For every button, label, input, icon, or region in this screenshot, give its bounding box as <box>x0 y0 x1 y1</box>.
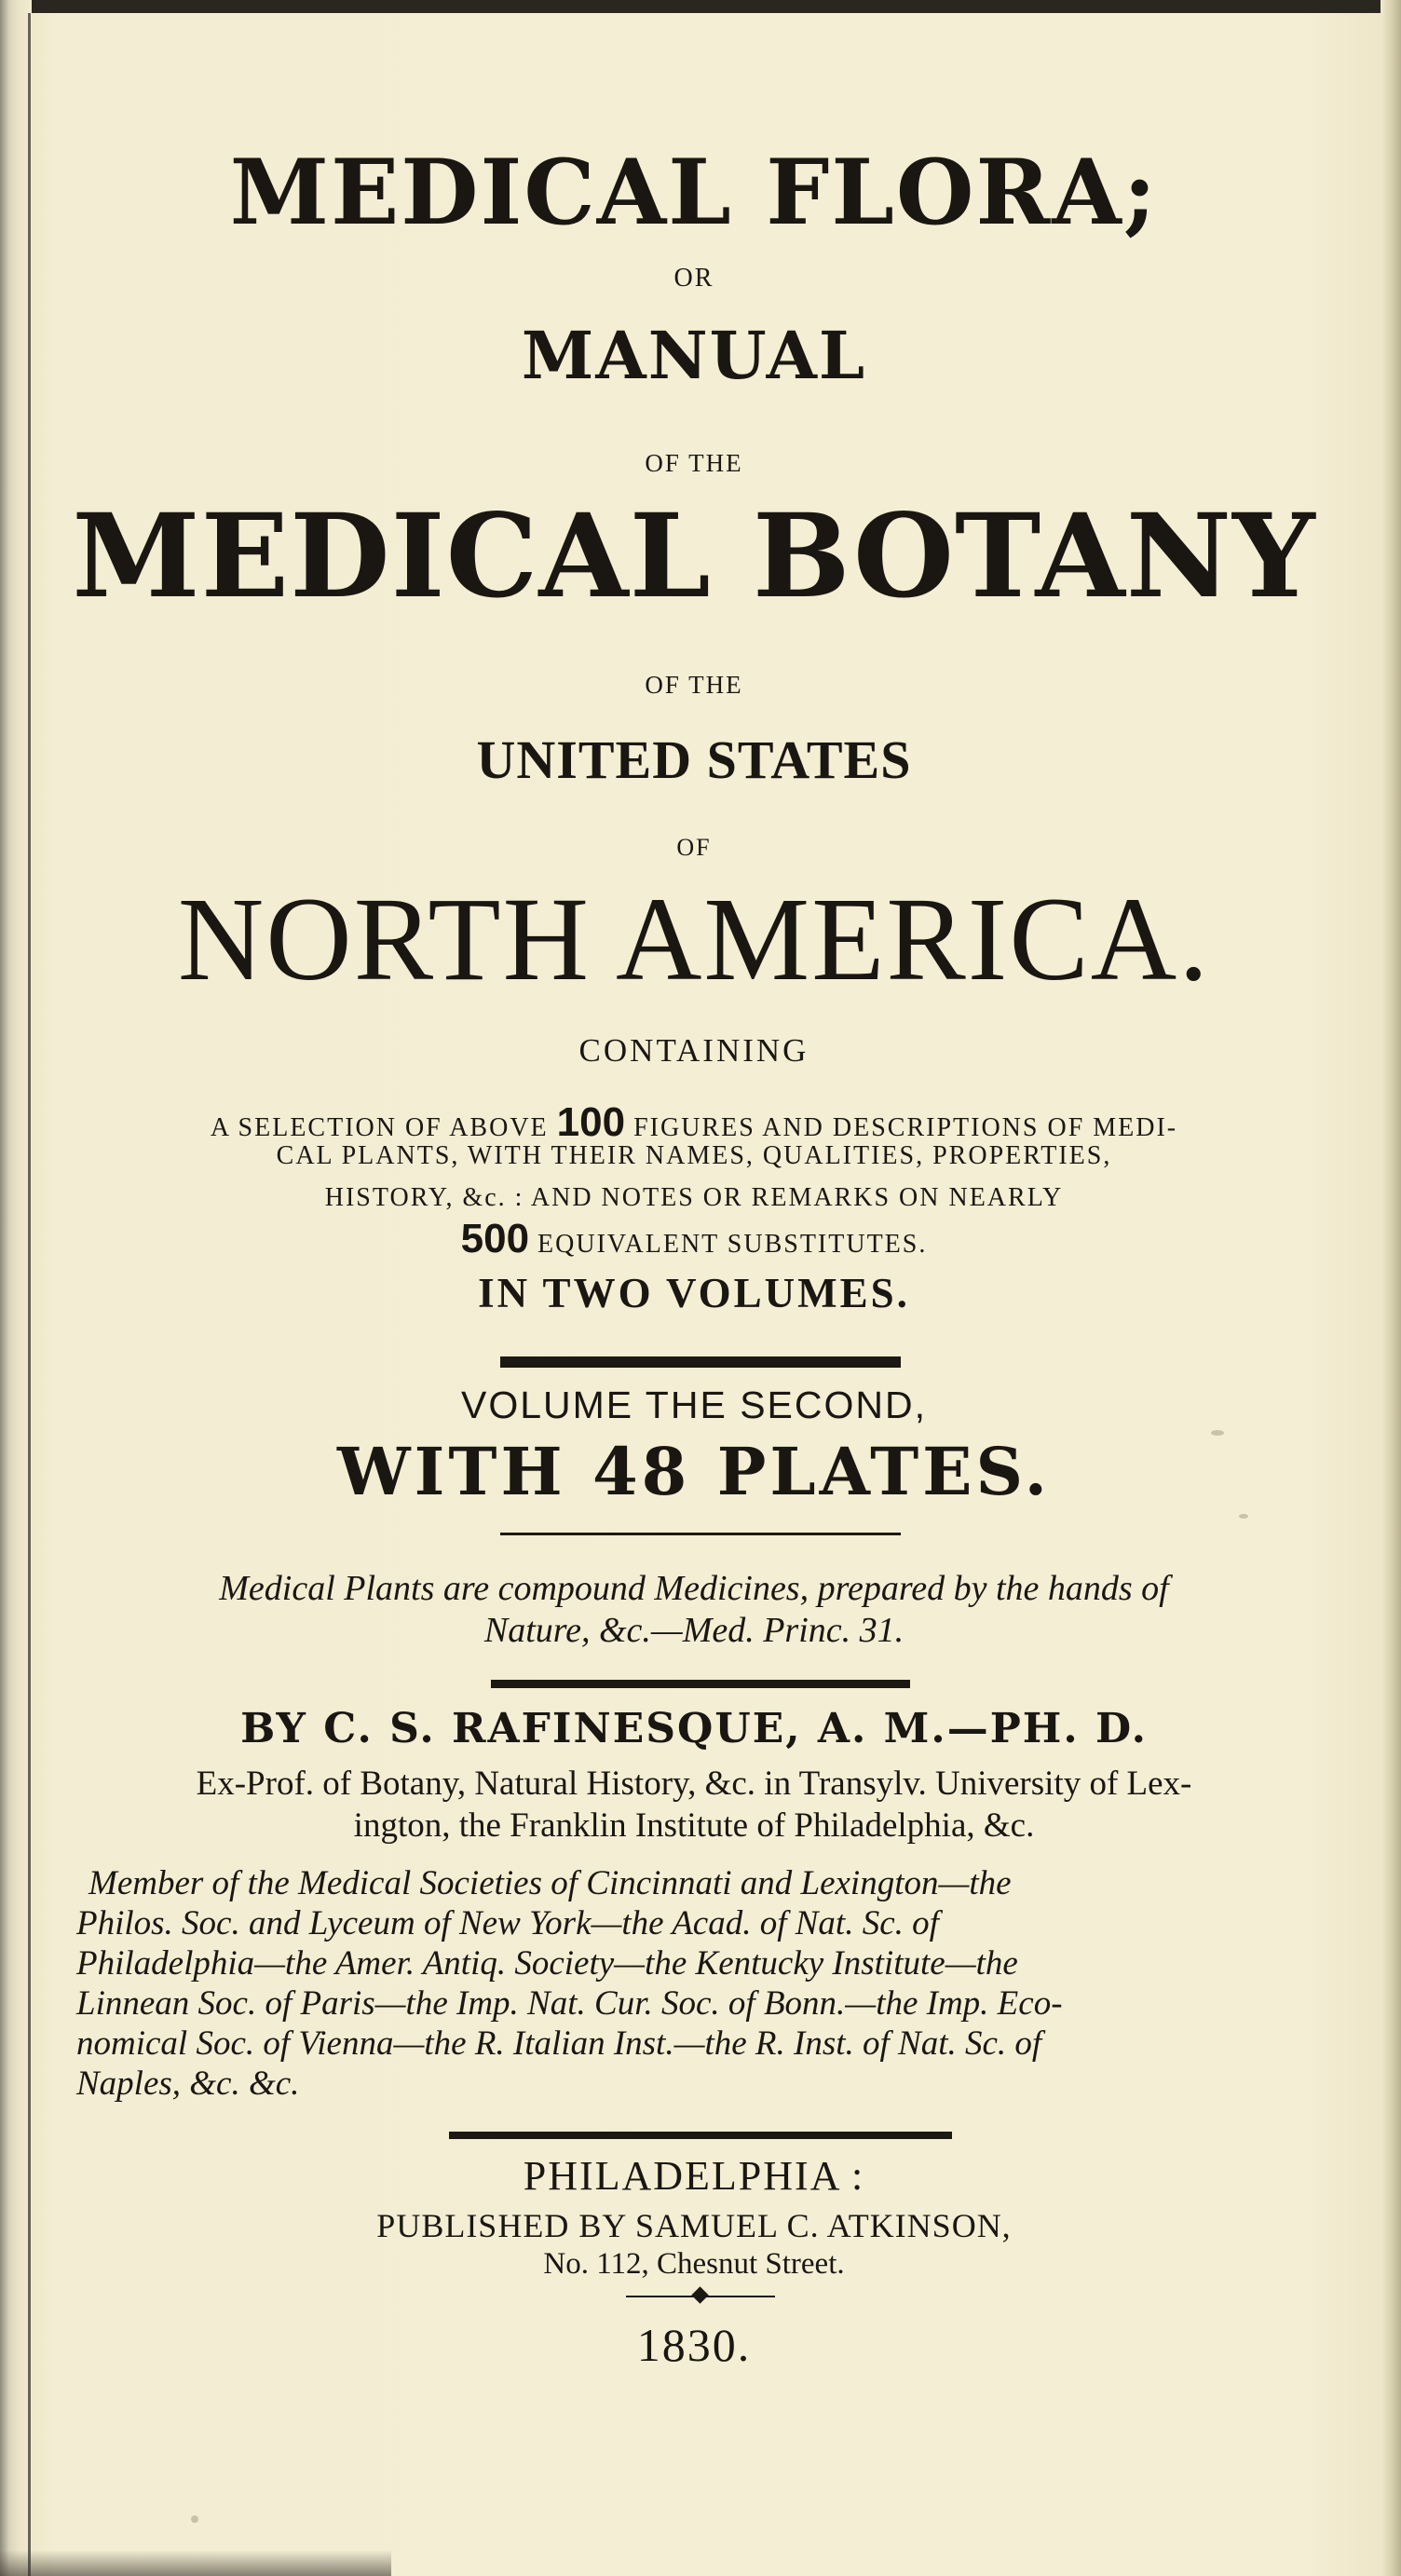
title-medical-flora: MEDICAL FLORA; <box>229 140 1159 245</box>
membership-line-5: nomical Soc. of Vienna—the R. Italian Inst.—the R. Inst. of Nat. Sc. of <box>76 2024 1042 2063</box>
title-of: OF <box>676 834 712 861</box>
plates-count: WITH 48 PLATES. <box>337 1433 1051 1510</box>
top-edge-border <box>0 0 1401 13</box>
membership-line-1: Member of the Medical Societies of Cincinnati and Lexington—the <box>88 1864 1012 1902</box>
author-credentials-2: ington, the Franklin Institute of Philadelphia, &c. <box>353 1806 1035 1845</box>
diamond-ornament-icon <box>691 2286 708 2303</box>
contents-line-3: HISTORY, &c. : AND NOTES OR REMARKS ON NEARLY <box>324 1183 1064 1212</box>
thin-rule-2 <box>500 1533 901 1535</box>
title-of-the-2: OF THE <box>645 671 743 699</box>
contents-line-1 <box>56 1099 1332 1146</box>
membership-line-2: Philos. Soc. and Lyceum of New York—the Acad. of Nat. Sc. of <box>76 1904 939 1942</box>
title-of-the-1: OF THE <box>645 449 743 477</box>
membership-line-4: Linnean Soc. of Paris—the Imp. Nat. Cur. Soc. of Bonn.—the Imp. Eco- <box>76 1984 1063 2023</box>
imprint-year: 1830. <box>636 2319 752 2371</box>
membership-line-3: Philadelphia—the Amer. Antiq. Society—the Kentucky Institute—the <box>76 1944 1018 1983</box>
contents-line-1a: A SELECTION OF ABOVE <box>210 1113 557 1142</box>
title-medical-botany: MEDICAL BOTANY <box>72 489 1316 624</box>
contents-heading: CONTAINING <box>578 1032 809 1069</box>
ornamental-rule-4 <box>449 2132 952 2139</box>
title-north-america: NORTH AMERICA. <box>177 873 1211 1005</box>
membership-line-6: Naples, &c. &c. <box>76 2065 300 2103</box>
contents-line-4b: EQUIVALENT SUBSTITUTES. <box>529 1230 928 1259</box>
imprint-city: PHILADELPHIA : <box>523 2153 865 2199</box>
motto-line-2: Nature, &c.—Med. Princ. 31. <box>483 1611 905 1650</box>
title-united-states: UNITED STATES <box>476 729 912 790</box>
ink-smudge <box>1239 1514 1248 1519</box>
two-volumes: IN TWO VOLUMES. <box>478 1270 910 1316</box>
left-binding-edge <box>0 0 32 2576</box>
title-manual: MANUAL <box>521 317 867 394</box>
motto-line-1: Medical Plants are compound Medicines, prepared by the hands of <box>219 1569 1169 1608</box>
ink-smudge <box>191 2515 198 2523</box>
contents-substitute-count: 500 <box>460 1216 530 1261</box>
volume-label: VOLUME THE SECOND, <box>461 1383 927 1426</box>
right-page-edge <box>1381 0 1401 2576</box>
ink-smudge <box>1211 1430 1224 1436</box>
imprint-address: No. 112, Chesnut Street. <box>543 2247 845 2281</box>
contents-line-4 <box>56 1216 1332 1262</box>
contents-line-2: CAL PLANTS, WITH THEIR NAMES, QUALITIES, PROPERTIES, <box>276 1141 1112 1170</box>
ornamental-rule-1 <box>500 1356 901 1368</box>
contents-line-1b: FIGURES AND DESCRIPTIONS OF MEDI- <box>625 1113 1178 1142</box>
contents-figure-count: 100 <box>556 1099 626 1145</box>
title-or: OR <box>673 264 714 293</box>
author-byline: BY C. S. RAFINESQUE, A. M.—PH. D. <box>240 1705 1148 1752</box>
left-edge-line <box>28 13 31 2576</box>
author-credentials-1: Ex-Prof. of Botany, Natural History, &c. in Transylv. University of Lex- <box>196 1765 1192 1803</box>
bottom-edge-shadow <box>0 2550 391 2576</box>
ornamental-rule-3 <box>491 1680 910 1688</box>
imprint-publisher: PUBLISHED BY SAMUEL C. ATKINSON, <box>376 2207 1012 2244</box>
